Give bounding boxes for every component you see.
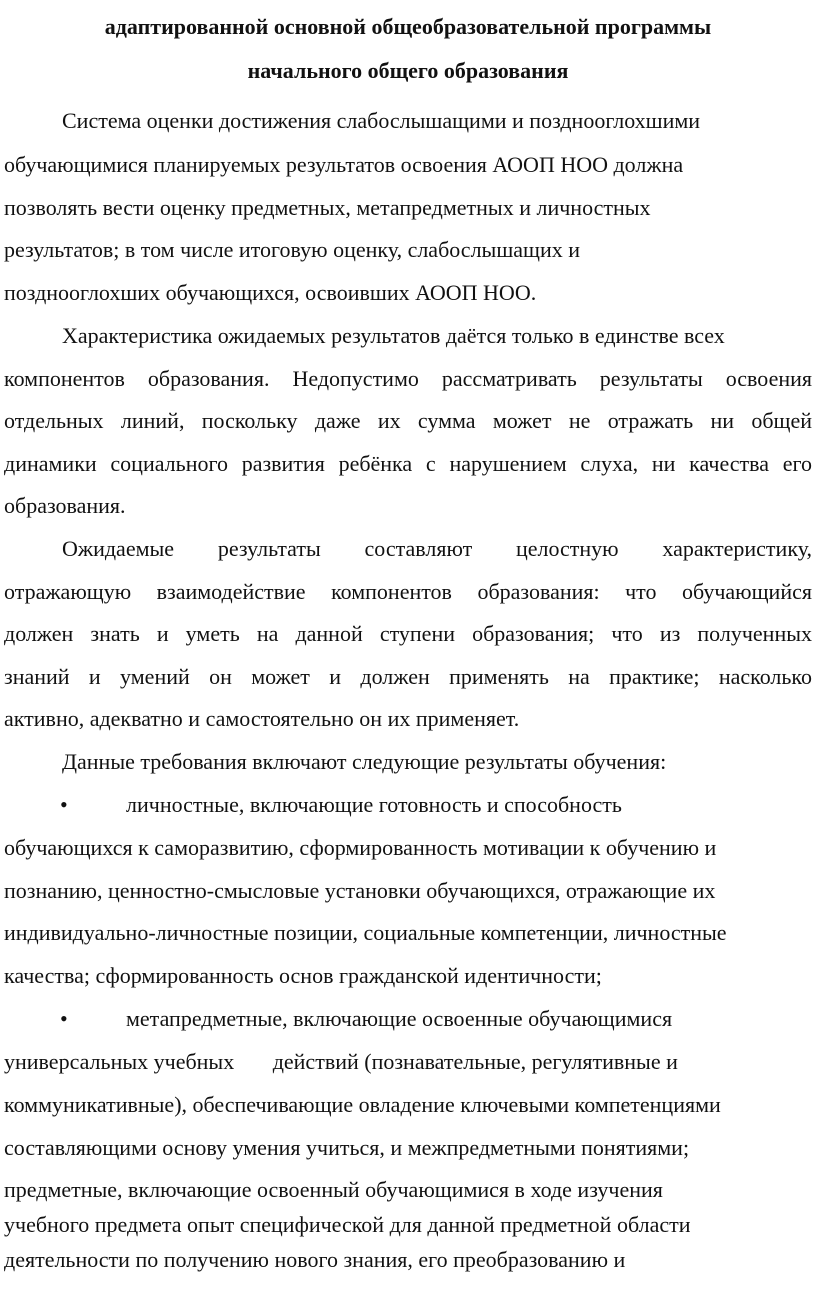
paragraph-3-line: знаний и умений он может и должен применять на практике; насколько <box>4 664 812 689</box>
paragraph-1-line: результатов; в том числе итоговую оценку, слабослышащих и <box>4 237 581 262</box>
paragraph-1-line: Система оценки достижения слабослышащими и позднооглохшими <box>62 108 701 133</box>
bullet-1-line: личностные, включающие готовность и способность <box>126 792 622 817</box>
paragraph-1-line: позволять вести оценку предметных, метапредметных и личностных <box>4 195 651 220</box>
paragraph-1-line: обучающимися планируемых результатов освоения АООП НОО должна <box>4 152 684 177</box>
tail-line: предметные, включающие освоенный обучающимися в ходе изучения <box>4 1177 663 1202</box>
bullet-2-line: метапредметные, включающие освоенные обучающимися <box>126 1006 673 1031</box>
tail-line: деятельности по получению нового знания, его преобразованию и <box>4 1247 626 1272</box>
heading-line-2: начального общего образования <box>247 58 569 83</box>
bullet-2-line: универсальных учебных действий (познавательные, регулятивные и <box>4 1049 678 1074</box>
bullet-1-line: качества; сформированность основ гражданской идентичности; <box>4 963 602 988</box>
paragraph-3-line: активно, адекватно и самостоятельно он их применяет. <box>4 706 520 731</box>
paragraph-3-line: должен знать и уметь на данной ступени образования; что из полученных <box>4 621 812 646</box>
bullet-2-line: коммуникативные), обеспечивающие овладение ключевыми компетенциями <box>4 1092 721 1117</box>
paragraph-2-line: динамики социального развития ребёнка с нарушением слуха, ни качества его <box>4 451 812 476</box>
heading-line-1: адаптированной основной общеобразовательной программы <box>104 14 712 39</box>
bullet-icon: • <box>60 792 68 817</box>
bullet-1-line: обучающихся к саморазвитию, сформированность мотивации к обучению и <box>4 835 717 860</box>
paragraph-4-line: Данные требования включают следующие результаты обучения: <box>62 749 667 774</box>
paragraph-1-line: позднооглохших обучающихся, освоивших АООП НОО. <box>4 280 537 305</box>
paragraph-3-line: Ожидаемые результаты составляют целостную характеристику, <box>62 536 812 561</box>
bullet-icon: • <box>60 1006 68 1031</box>
paragraph-2-line: Характеристика ожидаемых результатов даётся только в единстве всех <box>62 323 725 348</box>
paragraph-2-line: отдельных линий, поскольку даже их сумма может не отражать ни общей <box>4 408 812 433</box>
bullet-2-line: составляющими основу умения учиться, и межпредметными понятиями; <box>4 1135 690 1160</box>
bullet-1-line: индивидуально-личностные позиции, социальные компетенции, личностные <box>4 920 727 945</box>
tail-line: учебного предмета опыт специфической для данной предметной области <box>4 1212 691 1237</box>
paragraph-2-line: образования. <box>4 493 126 518</box>
paragraph-2-line: компонентов образования. Недопустимо рассматривать результаты освоения <box>4 366 812 391</box>
paragraph-3-line: отражающую взаимодействие компонентов образования: что обучающийся <box>4 579 812 604</box>
bullet-1-line: познанию, ценностно-смысловые установки обучающихся, отражающие их <box>4 878 716 903</box>
